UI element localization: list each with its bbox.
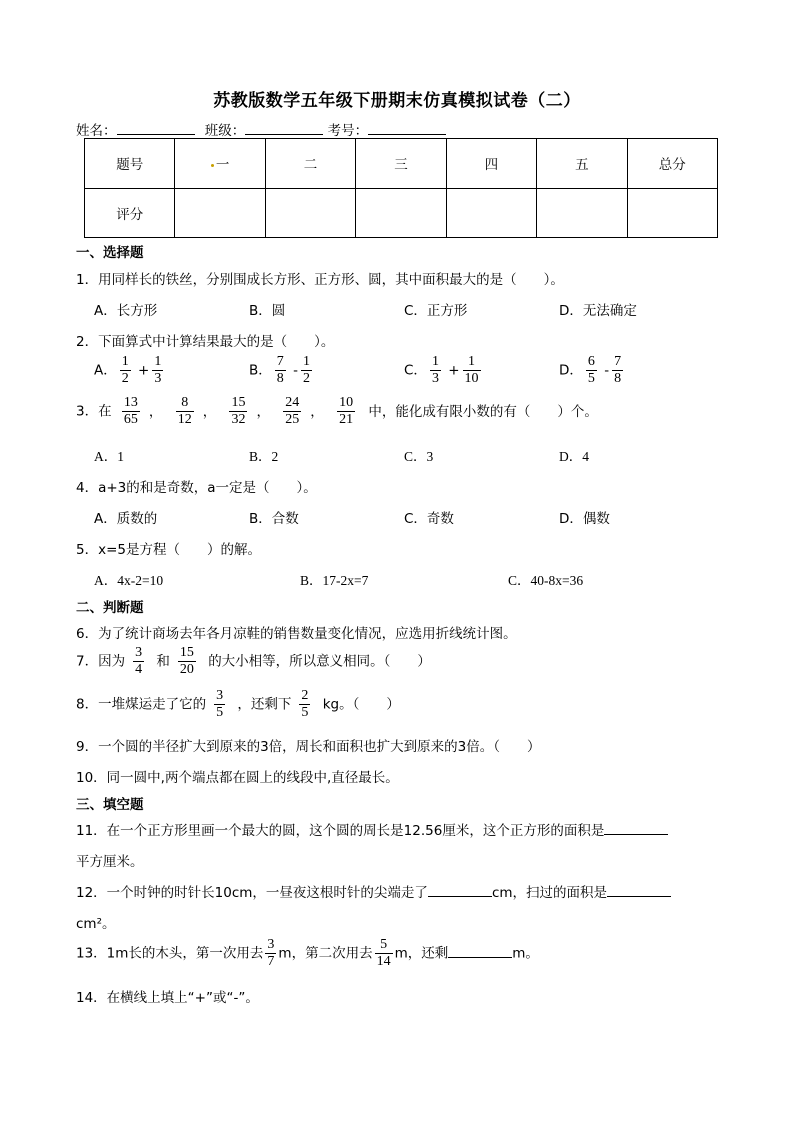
- question-12-line2: cm²。: [76, 916, 116, 932]
- section-heading-judge: 二、判断题: [76, 600, 144, 616]
- question-11-line1: 11．在一个正方形里画一个最大的圆，这个圆的周长是12.56厘米，这个正方形的面积是: [76, 819, 668, 839]
- question-1-stem: 1．用同样长的铁丝，分别围成长方形、正方形、圆，其中面积最大的是（ ）。: [76, 272, 564, 288]
- q4-option-d[interactable]: D．偶数: [559, 511, 610, 527]
- score-cell[interactable]: [627, 188, 717, 238]
- question-14: 14．在横线上填上“+”或“-”。: [76, 990, 259, 1006]
- header-cell-total: 总分: [627, 139, 717, 189]
- header-cell-4: 四: [446, 139, 536, 189]
- q1-option-a[interactable]: A．长方形: [94, 303, 158, 319]
- dot-mark: [211, 164, 214, 167]
- header-cell-1: 一: [175, 139, 265, 189]
- q3-option-c[interactable]: C．3: [404, 449, 434, 464]
- q2-option-c[interactable]: C． $\frac{1}{3}$ + $\frac{1}{10}$: [404, 354, 479, 387]
- section-heading-choice: 一、选择题: [76, 245, 144, 261]
- q11-answer-blank[interactable]: [604, 820, 668, 835]
- exam-number-blank[interactable]: [368, 120, 446, 135]
- score-cell[interactable]: [537, 188, 627, 238]
- page-title: 苏教版数学五年级下册期末仿真模拟试卷（二）: [213, 91, 581, 111]
- name-blank[interactable]: [117, 120, 195, 135]
- score-table-header-row: [85, 139, 718, 189]
- q1-option-b[interactable]: B．圆: [249, 303, 286, 319]
- exam-number-label: 考号：: [327, 123, 369, 139]
- q2-option-a[interactable]: A． $\frac{1}{2}$ + $\frac{1}{3}$: [94, 354, 162, 387]
- name-label: 姓名：: [76, 123, 117, 139]
- q5-option-a[interactable]: A．4x-2=10: [94, 573, 164, 588]
- class-label: 班级：: [204, 123, 246, 139]
- header-cell-number: 题号: [85, 139, 175, 189]
- question-10: 10．同一圆中,两个端点都在圆上的线段中,直径最长。: [76, 770, 399, 786]
- score-cell[interactable]: [446, 188, 536, 238]
- question-13: 13．1m长的木头，第一次用去 $\frac{3}{7}$ m，第二次用去 $\frac{5}{14}$ m，还剩 m。: [76, 937, 539, 970]
- question-7: 7．因为 $\frac{3}{4}$ 和 $\frac{15}{20}$ 的大小相等，所以意义相同。（ ）: [76, 645, 431, 678]
- q4-option-c[interactable]: C．奇数: [404, 511, 454, 527]
- question-11-line2: 平方厘米。: [76, 854, 144, 870]
- header-cell-2: 二: [265, 139, 355, 189]
- question-12-line1: 12．一个时钟的时针长10cm，一昼夜这根时针的尖端走了 cm，扫过的面积是: [76, 881, 671, 901]
- q12-answer-blank-1[interactable]: [428, 882, 492, 897]
- q3-option-b[interactable]: B．2: [249, 449, 279, 464]
- question-3-stem: 3．在 $\frac{13}{65}$ ， $\frac{8}{12}$ ， $\frac{15}{32}$ ， $\frac{24}{25}$ ， $\frac{10}{21}$ 中，能化成有限小数的有（ ）个。: [76, 395, 598, 428]
- score-table-score-row: [85, 188, 718, 238]
- score-table: [84, 138, 718, 238]
- question-5-stem: 5．x=5是方程（ ）的解。: [76, 542, 261, 558]
- q2-option-d[interactable]: D． $\frac{6}{5}$ - $\frac{7}{8}$: [559, 354, 622, 387]
- q1-option-c[interactable]: C．正方形: [404, 303, 468, 319]
- q4-option-b[interactable]: B．合数: [249, 511, 299, 527]
- header-cell-5: 五: [537, 139, 627, 189]
- score-cell[interactable]: [356, 188, 446, 238]
- question-9: 9．一个圆的半径扩大到原来的3倍，周长和面积也扩大到原来的3倍。（ ）: [76, 739, 541, 755]
- q2-option-b[interactable]: B． $\frac{7}{8}$ - $\frac{1}{2}$: [249, 354, 310, 387]
- question-6: 6．为了统计商场去年各月凉鞋的销售数量变化情况，应选用折线统计图。: [76, 626, 517, 642]
- header-cell-3: 三: [356, 139, 446, 189]
- q3-option-a[interactable]: A．1: [94, 449, 124, 464]
- section-heading-fill: 三、填空题: [76, 797, 144, 813]
- score-cell[interactable]: [265, 188, 355, 238]
- q5-option-b[interactable]: B．17-2x=7: [300, 573, 369, 588]
- q13-answer-blank[interactable]: [448, 943, 512, 958]
- class-blank[interactable]: [245, 120, 323, 135]
- student-info-line: [76, 119, 446, 139]
- question-8: 8．一堆煤运走了它的 $\frac{3}{5}$ ，还剩下 $\frac{2}{5}$ kg。（ ）: [76, 688, 400, 721]
- question-4-stem: 4．a+3的和是奇数，a一定是（ ）。: [76, 480, 317, 496]
- q5-option-c[interactable]: C．40-8x=36: [508, 573, 584, 588]
- q4-option-a[interactable]: A．质数的: [94, 511, 158, 527]
- score-row-label: 评分: [85, 188, 175, 238]
- q12-answer-blank-2[interactable]: [607, 882, 671, 897]
- q3-option-d[interactable]: D．4: [559, 449, 589, 464]
- score-cell[interactable]: [175, 188, 265, 238]
- question-2-stem: 2．下面算式中计算结果最大的是（ ）。: [76, 334, 335, 350]
- q1-option-d[interactable]: D．无法确定: [559, 303, 637, 319]
